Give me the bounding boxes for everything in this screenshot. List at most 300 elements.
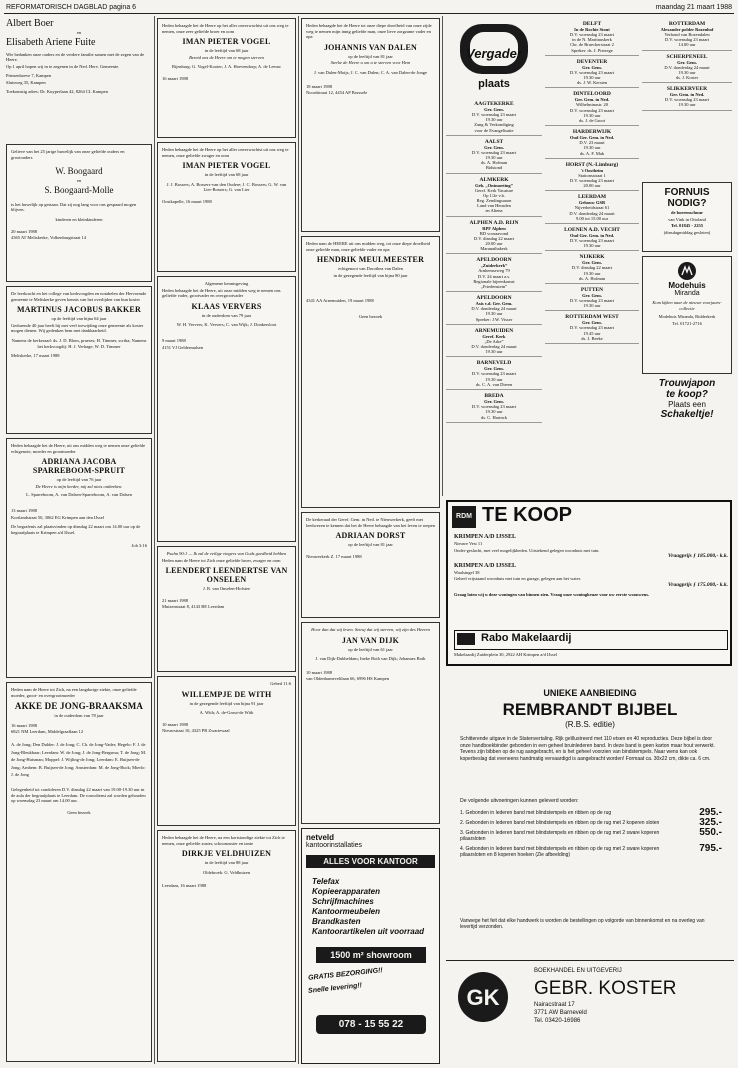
newspaper-title: REFORMATORISCH DAGBLAD pagina 6	[6, 4, 137, 11]
obituary-closing: Geen bezoek	[67, 809, 91, 815]
deceased-age: op de leeftijd van bijna 64 jaar	[51, 316, 107, 322]
deceased-name: WILLEMPJE DE WITH	[181, 689, 272, 699]
meeting-organisation: In de Rochie Stout	[574, 27, 610, 32]
bible-subtitle: (R.B.S. editie)	[565, 720, 615, 729]
meeting-entry	[446, 393, 542, 423]
meeting-entry	[446, 328, 542, 358]
meeting-detail: D.V. dinsdag 22 maart	[473, 235, 515, 241]
obituary-body: Heden behaagde het de Heere, uit onze midden weg te nemen ons geliefde vader, grootvader en overgrootvader	[162, 287, 281, 299]
obituary-family: J. R. van Onselen-Hofstee	[202, 586, 251, 592]
deceased-age: in de leeftijd van 88 jaar	[204, 860, 249, 866]
obituary-ref: Joh 3:16	[131, 543, 147, 549]
deceased-age: in de ouderdom van 78 jaar	[54, 713, 104, 719]
meeting-place: ALMKERK	[479, 176, 509, 183]
bible-option-price: 295.-	[699, 807, 722, 818]
birth-announcement	[6, 18, 152, 140]
deceased-name: LEENDERT LEENDERTSE VAN ONSELEN	[165, 566, 288, 585]
deceased-name: ADRIANA JACOBA SPARREBOOM-SPRUIT	[32, 457, 126, 476]
meeting-place: HARDERWIJK	[572, 129, 612, 136]
obituary-family: Oldebroek: G. Veldhuizen	[202, 869, 251, 875]
meeting-place: ROTTERDAM WEST	[565, 314, 619, 321]
obituary-body: Heden nam de Heere tot Zich onze geliefde broer, zwager en oom	[162, 557, 281, 563]
meeting-detail: 19.30 uur	[583, 145, 601, 151]
meeting-list-col6	[642, 18, 732, 178]
modehuis-address: Modehuis Miranda, Ridderkerk	[658, 314, 716, 320]
meeting-detail: Bidstond	[485, 165, 503, 171]
meeting-entry	[545, 129, 639, 159]
announcement-name: Elisabeth Ariene Fuite	[6, 36, 96, 48]
meeting-list-col5	[545, 18, 639, 496]
meeting-detail: Geref. Kerk Vacature	[474, 187, 514, 193]
obituary-intro: Heden behaagde het de Heere tot onze diepe droefheid van onze zijde weg te nemen mijn innig geliefde man, onze lieve zorgzame vader en opa	[306, 23, 432, 40]
obituary-date: 10 maart 1988	[306, 669, 332, 675]
header-rule	[4, 13, 734, 14]
meeting-detail: „De Arke”	[484, 338, 504, 344]
meeting-entry	[545, 314, 639, 344]
column-divider	[154, 16, 155, 1064]
bible-ad	[446, 670, 734, 1064]
obituary-intro: Heden nam de HEERE uit ons midden weg, tot onze diepe droefheid onze geliefde man, onze geliefde vader en opa	[306, 241, 430, 252]
meeting-detail: D.V. donderdag 24 maart	[471, 306, 517, 312]
meeting-place: HORST (N.-Limburg)	[565, 161, 619, 168]
meeting-detail: D.V. 23 maart	[579, 140, 605, 146]
meeting-detail: ds. A. F. Mak	[579, 150, 605, 156]
meeting-entry	[545, 227, 639, 251]
obituary-address: Nieuwstraat 10, 4325 PR Zwartewaal	[162, 728, 230, 734]
meeting-entry	[545, 162, 639, 192]
gk-logo-icon	[456, 970, 510, 1024]
meeting-place: ROTTERDAM	[668, 21, 706, 27]
meeting-detail: D.V. 24 maart a.s.	[477, 273, 511, 279]
koster-logo	[456, 970, 510, 1024]
rabo-footer	[454, 630, 728, 650]
meeting-detail: 19.30 uur	[678, 69, 696, 75]
meeting-detail: ds. C. A. van Dieren	[475, 381, 513, 387]
wedding-address: 4365 AT Meliskerke, Volkenburgstraat 14	[11, 235, 87, 241]
meeting-detail: D.V. donderdag 24 maart	[569, 210, 615, 216]
meeting-organisation: Oud Ger. Gem. in Ned.	[569, 233, 615, 239]
deceased-name: JOHANNIS VAN DALEN	[323, 42, 418, 52]
vergader-header	[446, 18, 542, 96]
obituary-intro: De kerkeraad der Geref. Gem. in Ned. te Nieuwerkerk, geeft met leedwezen te kennen dat het de Heere behaagde van het leven te roepen	[306, 517, 435, 528]
obituary-family: J. van Dalen-Moijs; J. C. van Dalen; C. A. van Dalen-de Jonge	[314, 69, 427, 75]
obituary-de-jong	[6, 682, 152, 1062]
meeting-detail: D.V. woensdag 23 maart	[471, 404, 517, 410]
obituary-address: Kortlandstraat 50, 3062 EG Krimpen aan den IJssel	[11, 514, 104, 520]
meeting-detail: Arnhemseweg 79	[478, 268, 510, 274]
obituary-date: 4341 AA Arnemuiden, 19 maart 1988	[306, 298, 374, 304]
bible-option	[460, 817, 722, 828]
obituary-van-dalen	[301, 18, 440, 232]
obituary-address: Noordstraat 12, 4454 AP Borssele	[306, 90, 368, 96]
vergader-title: Vergader	[466, 46, 522, 61]
trouwjapon-line: Schakeltje!	[660, 409, 714, 420]
meeting-entry	[446, 295, 542, 325]
meeting-detail: Spreker: ds. J. Pierrege	[571, 47, 613, 53]
ad-item: Kantoorartikelen uit voorraad	[312, 927, 425, 936]
obituary-body: Gedurende 40 jaar heeft hij met veel toewijding onze gemeente als koster mogen dienen. Wij gedenken hem met dankbaarheid.	[11, 322, 144, 334]
obituary-intro: Heden behaagde het de Heere, uit ons midden weg te nemen onze geliefde echtgenote, moeder en grootmoeder	[11, 443, 146, 454]
bible-footer: Vanwege het feit dat elke handwerk is worden de bestellingen op volgorde van binnenkomst en na overleg van levertijd verzonden.	[460, 918, 705, 931]
meeting-detail: 20.00 uur	[485, 241, 503, 247]
obituary-intro: Heden behaagde het de Heere op het aller onverwachtst uit ons weg te nemen, onze zeer geliefde broer en oom	[162, 23, 289, 34]
meeting-detail: D.V. woensdag 23 maart	[569, 107, 615, 113]
meeting-organisation: Ger. Gem. in Ned.	[669, 92, 705, 98]
obituary-verse: Sterke de Heere u om u te sterven voor Hem	[330, 60, 411, 66]
ad-text: van Vink in Ottoland	[668, 216, 706, 222]
obituary-family: A. de Jong; Den Dulder: J. de Jong; C. Ch. de Jong-Vader; Hegelo: F. J. de Jong-Bleukbaar; Leerdam: W. de Jong; J. de Jong-Bergsma; T. de Jong; M. de Jong-Huisman; Moppel: J. Wijling-de Jong; Leerdam: E. Buijsen-de Jong; Arnhem: B. Buijsen-de Jong; Amsterdam: M. de Jong-Buck; Mierlo: J. de Jong	[11, 741, 147, 778]
meeting-detail: D.V. woensdag 23 maart	[569, 178, 615, 184]
obituary-family: J. J. Bossers; A. Bossers-van den Oudere; J. C. Bossers; G. W. van Lier-Bossers; G. van Lier	[166, 181, 287, 193]
obituary-address: 6821 NM Leerdam, Middelgraaflaan 12	[11, 729, 84, 735]
office-supplies-ad	[301, 828, 440, 1064]
meeting-detail: ds. J. Beeke	[581, 335, 603, 341]
rabo-logo: RDM	[452, 506, 476, 528]
meeting-organisation: Ger. Gem.	[484, 399, 504, 405]
meeting-detail: 19.30 uur	[485, 117, 503, 123]
meeting-detail: Wilhelminastr. 20	[575, 102, 609, 108]
koster-street: Nairacstraat 17	[534, 1002, 575, 1008]
bible-option-price: 325.-	[699, 817, 722, 828]
meeting-place: APELDOORN	[476, 295, 512, 302]
bible-option	[460, 807, 722, 818]
meeting-entry	[642, 21, 732, 51]
obituary-van-onselen	[157, 546, 296, 672]
meeting-organisation: Ger. Gem.	[582, 320, 602, 326]
bible-option	[460, 843, 722, 858]
deceased-age: in de leeftijd van 68 jaar	[204, 172, 249, 178]
meeting-detail: Land van Heusden	[477, 203, 511, 209]
meeting-organisation: Ger. Gem.	[582, 260, 602, 266]
obituary-date: 16 maart 1988	[11, 722, 37, 728]
bible-body: Schitterende uitgave in de Statenvertaling. Rijk geïllustreerd met 110 etsen en 40 reproducties. Deze bijbel is door onze handboekbinder gebonden in een geheel bruinlederen band. In deze band is geen karton maar hout verwerkt. Tevens zijn bibben op de rug aangebracht, en is het geheel voorzien van bindstempels. Naar wens kan ook koperbeslag dat eveneens handmatig vervaardigd is aangebracht worden! Formaat ca. 30x22 cm, dikte ca. 6 cm.	[460, 736, 715, 762]
koster-top: BOEKHANDEL EN UITGEVERIJ	[534, 968, 622, 974]
modehuis-name: Modehuis	[668, 281, 706, 290]
ad-showroom: 1500 m² showroom	[316, 947, 426, 963]
trouwjapon-line: te koop?	[666, 389, 708, 400]
meeting-place: AAGTEKERKE	[474, 101, 514, 107]
obituary-date: Leerdam, 16 maart 1988	[162, 883, 207, 889]
ad-note: (dinsdagmiddag gesloten)	[663, 229, 711, 235]
meeting-detail: voor de Evangelisatie	[474, 127, 514, 133]
meeting-detail: Chr. de Brueckerstraat 2	[570, 42, 614, 48]
koster-phone: Tel. 03420-16986	[534, 1018, 581, 1024]
meeting-detail: Nijverheidstraat 61	[574, 205, 610, 211]
meeting-entry	[446, 257, 542, 292]
bible-option-price: 795.-	[699, 843, 722, 854]
rabo-footer-logo	[457, 633, 475, 645]
rabo-footer-name: Rabo Makelaardij	[481, 632, 572, 644]
announcement-text: Op 1 april hopen wij in te zegenen in de Ned. Herv. Gemeente.	[6, 63, 120, 69]
obituary-date: 21 maart 1988	[162, 597, 188, 603]
meeting-place: DEVENTER	[576, 58, 608, 65]
wedding-text: is het huwelijk op gestaan. Dat zij nog lang voor ons gespaard mogen blijven.	[11, 201, 137, 213]
bible-option	[460, 827, 722, 842]
ad-service: Snelle levering!!	[307, 982, 363, 995]
meeting-detail: BD vooraavond	[479, 230, 509, 236]
meeting-entry	[446, 220, 542, 255]
obituary-date: Oostkapelle, 16 maart 1988	[162, 198, 212, 204]
meeting-detail: 19.30 uur	[485, 155, 503, 161]
deceased-name: IMAN PIETER VOGEL	[182, 37, 271, 47]
meeting-organisation: Ger. Gem.	[582, 64, 602, 70]
meeting-detail: 19.30 uur	[583, 243, 601, 249]
announcement-address: Prinsenhoeve 7, Kampen	[6, 73, 52, 79]
deceased-age: in de gezegende leeftijd van bijna 80 jaar	[333, 272, 408, 278]
obituary-family: A. With; A. de-Grout-de With	[199, 710, 254, 716]
ad-parking: GRATIS BEZORGING!!	[307, 967, 384, 982]
meeting-detail: in de N. Martinuskerk	[572, 37, 612, 43]
meeting-place: ARNEMUIDEN	[474, 327, 514, 334]
announcement-address: Sluisweg 35, Kampen	[6, 79, 46, 85]
ad-headline: NODIG?	[667, 198, 707, 209]
trouwjapon-line: Plaats een	[668, 400, 706, 409]
meeting-detail: 19.30 uur	[583, 75, 601, 81]
meeting-detail: Regionale bijeenkomst	[473, 278, 515, 284]
obituary-ververs	[157, 276, 296, 542]
meeting-detail: en Altena	[485, 208, 503, 214]
meeting-detail: D.V. donderdag 24 maart	[471, 344, 517, 350]
obituary-date: 9 maart 1988	[162, 337, 186, 343]
meeting-place: SCHERPENEEL	[666, 53, 708, 60]
obituary-verse: Bereid ons de Heere om te mogen sterven	[189, 54, 264, 60]
ad-brand-sub: kantoorinstallaties	[306, 842, 363, 849]
announcement-text: Wie bedanken onze ouders en de verdere familie samen met de zegen van de Heere.	[6, 51, 145, 63]
obituary-family: W. H. Ververs; K. Ververs; C. van Wijk; J. Donkersloot	[176, 322, 277, 328]
meeting-place: LEERDAM	[577, 194, 607, 201]
obituary-family: L. Sparreboom, A. van Dalsen-Sparreboom, A. van Dalsen	[26, 492, 132, 498]
deceased-age: op de leeftijd van 81 jaar	[348, 53, 393, 59]
meeting-place: APELDOORN	[476, 257, 512, 264]
meeting-detail: 19.45 uur	[583, 330, 601, 336]
meeting-entry	[446, 139, 542, 174]
meeting-place: ALPHEN A.D. RIJN	[469, 219, 519, 226]
meeting-entry	[545, 59, 639, 89]
obituary-address: Muizenstraat 8, 4143 BE Leerdam	[162, 604, 225, 610]
meeting-detail: 19.30 uur	[583, 303, 601, 309]
obituary-verse: Psalm 90:1 — Ik zal de veilige vingers van Gods goedheid hebben	[166, 551, 287, 556]
meeting-organisation: Asis v.d. Ger. Gem.	[475, 301, 513, 307]
meeting-organisation: RPF Alphen	[482, 225, 506, 231]
meeting-detail: D.V. woensdag 23 maart	[569, 325, 615, 331]
meeting-detail: „Friedenstein”	[480, 284, 508, 290]
obituary-meulmeester	[301, 236, 440, 508]
announcement-reception: Toekomstig adres: Dr. Kuyperlaan 42, 8264 CL Kampen	[6, 88, 108, 94]
deceased-name: HENDRIK MEULMEESTER	[316, 255, 425, 265]
koster-city: 3771 AW Barneveld	[534, 1010, 587, 1016]
meeting-detail: D.V. woensdag 23 maart	[664, 97, 710, 103]
obituary-vogel-2	[157, 142, 296, 272]
obituary-sparreboom	[6, 438, 152, 678]
meeting-detail: 9.00 tot 15.00 uur	[575, 215, 609, 221]
listing-price: Vraagprijs ƒ 175.000,- k.k.	[667, 581, 728, 588]
meeting-organisation: Ger. Gem.	[484, 107, 504, 112]
meeting-entry	[642, 54, 732, 84]
deceased-name: DIRKJE VELDHUIZEN	[181, 849, 272, 859]
meeting-detail: Verbond van Rozendalen	[664, 32, 710, 37]
ad-phone: 078 - 15 55 22	[316, 1015, 426, 1034]
ad-text: de boerenschuur	[670, 210, 704, 215]
listing-body: Onder-geslacht, met veel mogelijkheden. Uitstekend gelegen woonhuis met tuin.	[454, 547, 600, 553]
bible-label: UNIEKE AANBIEDING	[543, 688, 637, 698]
ad-item: Kopieerapparaten	[312, 887, 381, 896]
obituary-de-with	[157, 676, 296, 826]
obituary-verse: Hoor dan dat wij leven. Setraj dat wij sterven, wij zijn des Heeren	[311, 627, 430, 632]
meeting-organisation: Oud Ger. Gem. in Ned.	[569, 135, 615, 141]
deceased-name: JAN VAN DIJK	[341, 635, 400, 645]
meeting-place: LOENEN A.D. VECHT	[564, 227, 620, 234]
deceased-name: KLAAS VERVERS	[191, 301, 262, 311]
modehuis-text: Kom kijken naar de nieuwe voorjaars-collectie	[652, 300, 722, 311]
meeting-entry	[545, 91, 639, 126]
ad-item: Kantoormeubelen	[312, 907, 381, 916]
meeting-detail: Maranathakerk	[480, 246, 508, 252]
listing-body: Geheel vrijstaand woonhuis met tuin en garage, gelegen aan het water.	[454, 576, 581, 582]
meeting-entry	[642, 86, 732, 110]
meeting-organisation: Geb. „Ontmoeting”	[475, 182, 513, 188]
meeting-organisation: „Zuiderkerk”	[480, 263, 508, 269]
meeting-place: DELFT	[582, 21, 602, 27]
deceased-name: ADRIAAN DORST	[335, 531, 406, 541]
listing-price: Vraagprijs ƒ 185.000,- k.k.	[667, 553, 728, 560]
deceased-age: op de leeftijd van 81 jaar	[348, 542, 393, 548]
meeting-detail: D.V. woensdag 23 maart	[569, 69, 615, 75]
bible-option-price: 550.-	[699, 827, 722, 838]
meeting-entry	[446, 101, 542, 136]
meeting-organisation: Ger. Gem. in Ned.	[574, 97, 610, 103]
obituary-place: 4151 VJ Geldermalsen	[162, 344, 204, 350]
meeting-detail: 19.30 uur	[485, 349, 503, 355]
obituary-intro: Heden behaagde het de Heere op het aller onverwachtst uit ons weg te nemen, onze geliefde zwager en oom	[162, 147, 289, 158]
meeting-detail: Spreker: J.W. Visser	[475, 316, 513, 322]
meeting-detail: 19.30 uur	[583, 270, 601, 276]
meeting-organisation: Alexander polder Rozenhof	[660, 27, 714, 32]
meeting-detail: Op 1/2e v.b.	[483, 192, 505, 198]
obituary-intro: Heden nam de Heere tot Zich, na een langdurige ziekte, onze geliefde moeder, groot- en overgrootmoeder	[11, 687, 137, 698]
modehuis-sub: Miranda	[674, 290, 700, 297]
bible-title: REMBRANDT BIJBEL	[502, 700, 678, 719]
ad-headline: FORNUIS	[664, 187, 710, 198]
vergader-subtitle: plaats	[478, 78, 510, 90]
deceased-age: op de leeftijd van 76 jaar	[56, 477, 102, 483]
obituary-family: Rijnsburg: G. Vogel-Kooter; J. A. Hoevendorp; A. de Leeuw	[172, 64, 281, 70]
meeting-entry	[446, 360, 542, 390]
obituary-date: Meliskerke, 17 maart 1988	[11, 353, 60, 359]
obituary-date: 10 maart 1988	[162, 721, 188, 727]
wedding-anniversary-ad	[6, 144, 152, 282]
deceased-age: op de leeftijd van 61 jaar	[348, 646, 393, 652]
meeting-place: BREDA	[484, 393, 504, 400]
ad-item-list	[312, 877, 424, 937]
obituary-verse: De Heere is mijn herder, mij zal niets ontbreken.	[35, 483, 123, 489]
meeting-organisation: Ger. Gem.	[677, 59, 697, 65]
meeting-detail: 19.30 uur	[485, 376, 503, 382]
rabo-address: Makelaardij Zuiderplein 30, 2922 AH Krimpen a/d IJssel	[454, 652, 557, 657]
deceased-name: IMAN PIETER VOGEL	[182, 161, 271, 171]
meeting-detail: Stationsstraat 1	[578, 172, 606, 178]
ad-item: Schrijfmachines	[312, 897, 374, 906]
obituary-body: echtgenoot van Dorothea van Dalen	[338, 266, 403, 272]
listing-street: Nieuwe Vest 11	[454, 541, 483, 546]
ad-phone: Tel. 01845 - 2255	[670, 223, 704, 229]
meeting-detail: Reg. Zendingsaaon	[476, 198, 512, 204]
obituary-intro: De leerkracht en het college van kerkvoogden en notabelen der Hervormde gemeente te Meliskerke geven kennis van het overlijden van hun koster	[11, 291, 147, 302]
wedding-family: kinderen en kleinkinderen	[55, 216, 103, 222]
meeting-detail: D.V. woensdag 23 maart	[569, 298, 615, 304]
bible-option-text: 3. Gebonden in lederen band met blindstempels en ribben op de rug met 2 sware koperen pilaarsloten	[460, 830, 660, 842]
meeting-entry	[545, 194, 639, 224]
meeting-detail: D.V. dinsdag 22 maart	[571, 265, 613, 271]
listing-heading: KRIMPEN A/D IJSSEL	[454, 534, 517, 540]
meeting-detail: D.V. woensdag 23 maart	[471, 112, 517, 117]
meeting-detail: D.V. woensdag 23 maart	[664, 37, 710, 43]
koster-name: GEBR. KOSTER	[534, 978, 677, 999]
meeting-detail: 19.30 uur	[485, 409, 503, 415]
meeting-entry	[446, 177, 542, 217]
meeting-detail: D.V. woensdag 23 maart	[569, 32, 615, 37]
bible-divider	[446, 960, 734, 961]
ad-banner: ALLES VOOR KANTOOR	[306, 855, 435, 868]
newspaper-date: maandag 21 maart 1988	[655, 4, 732, 11]
column-divider	[442, 16, 443, 496]
meeting-place: AALST	[484, 138, 504, 145]
column-divider	[298, 16, 299, 1064]
obituary-body: De begrafenis zal plaatsvinden op dinsdag 22 maart om 14.00 uur op de begraafplaats te Krimpen a/d IJssel.	[11, 524, 141, 535]
fornuis-ad	[642, 182, 732, 252]
bible-option-text: 4. Gebonden in lederen band met blindstempels en ribben op de rug met 2 sware koperen pilaarsloten en 8 koperen hoeken (Zie afbeelding)	[460, 846, 660, 858]
announcement-en: en	[76, 30, 82, 35]
meeting-detail: D.V. donderdag 24 maart	[664, 64, 710, 70]
meeting-detail: D.V. woensdag 23 maart	[569, 238, 615, 244]
obituary-signers: Namens de kerkeraad: ds. J. D. Blom, praeses; H. Timmer, scriba; Namens het kerkvoogdij: H. J. Verhage; W. D. Timmer	[11, 337, 147, 349]
obituary-closing: Geen bezoek	[358, 313, 383, 319]
deceased-age: in de leeftijd van 68 jaar	[204, 48, 249, 54]
bible-options	[460, 807, 722, 858]
listing-street: Waalsingel 38	[454, 569, 480, 575]
meeting-entry	[545, 287, 639, 311]
modehuis-logo-icon	[677, 261, 697, 281]
bible-option-text: 2. Gebonden in lederen band met blindstempels en ribben op de rug met 2 koperen sloten	[460, 820, 660, 826]
deceased-name: MARTINUS JACOBUS BAKKER	[17, 305, 141, 315]
meeting-detail: ds. A. Hofman	[480, 160, 508, 166]
meeting-detail: ds. J. de Groot	[578, 118, 606, 124]
listing-heading: KRIMPEN A/D IJSSEL	[454, 562, 517, 569]
meeting-organisation: Ger. Gem.	[582, 293, 602, 299]
meeting-list-col4	[446, 98, 542, 496]
meeting-detail: ds. J. Koster	[675, 75, 699, 81]
te-koop-listings	[454, 534, 728, 598]
meeting-entry	[545, 254, 639, 284]
announcement-name: Albert Boer	[6, 18, 54, 29]
meeting-detail: ds. J. W. Kersten	[576, 80, 608, 86]
meeting-detail: ds. A. Hofman	[578, 275, 606, 281]
trouwjapon-line: Trouwjapon	[658, 378, 716, 389]
meeting-place: NIJKERK	[579, 254, 605, 261]
modehuis-phone: Tel. 01721-2716	[672, 320, 702, 326]
meeting-place: SLIKKERVEER	[666, 86, 708, 93]
deceased-age: in de gezegende leeftijd van bijna 91 jaar	[189, 700, 264, 706]
meeting-organisation: Ger. Gem.	[484, 144, 504, 150]
obituary-van-dijk	[301, 622, 440, 824]
meeting-detail: 19.30 uur	[485, 311, 503, 317]
wedding-name: S. Boogaard-Molle	[44, 184, 114, 195]
meeting-place: BARNEVELD	[476, 360, 512, 367]
meeting-organisation: Gebouw GSB	[578, 200, 606, 206]
obituary-bakker	[6, 286, 152, 434]
meeting-detail: D.V. woensdag 23 maart	[471, 371, 517, 377]
trouwjapon-ad	[642, 378, 732, 438]
ad-item: Telefax	[312, 877, 340, 886]
